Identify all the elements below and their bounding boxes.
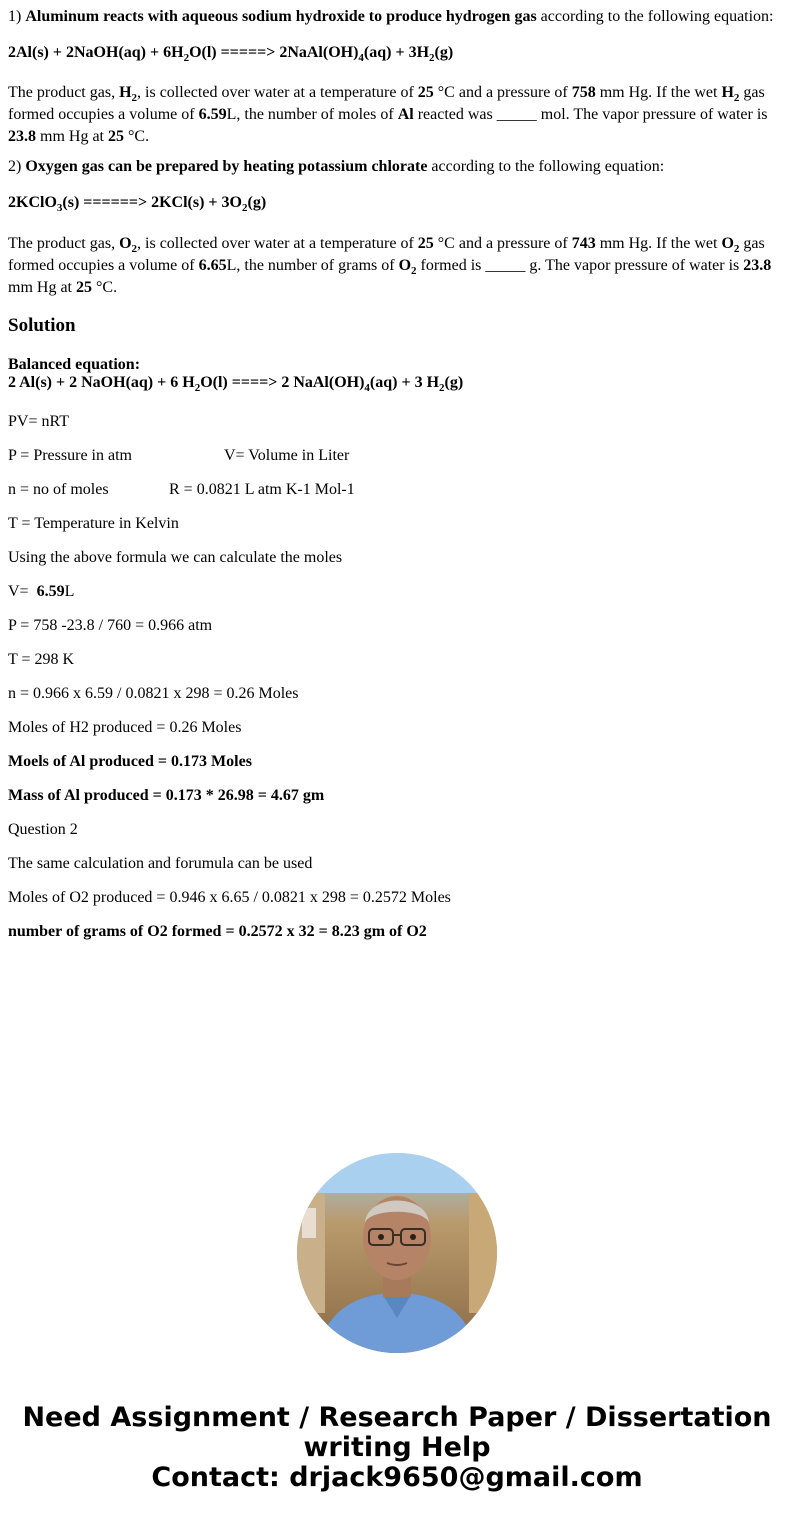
q1-equation: 2Al(s) + 2NaOH(aq) + $6H_2O(l)$ =====> $2NaAl(OH)_4(aq) + 3H_2(g)$ [8,44,454,64]
o2-moles-line: Moles of O2 produced = 0.946 x 6.65 / 0.0821 x 298 = 0.2572 Moles [8,889,451,906]
q2-intro-rest: according to the following equation: [431,158,665,175]
q1-intro-bold: Aluminum reacts with aqueous sodium hydroxide to produce hydrogen gas [25,8,537,25]
footer-line-2: writing Help [303,1432,491,1463]
balanced-label: Balanced equation: [8,356,141,373]
author-photo [297,1153,497,1353]
q2-number: 2) [8,158,22,175]
q1-number: 1) [8,8,22,25]
al-moles-line: Moels of Al produced = 0.173 Moles [8,753,252,770]
ideal-gas-formula: PV= nRT [8,413,69,430]
footer-advert [0,1403,794,1493]
n-r-definitions: n = no of moles R = 0.0821 L atm K-1 Mol-1 [8,481,355,498]
solution-heading: Solution [8,315,76,336]
footer-contact: Contact: drjack9650@gmail.com [151,1462,643,1493]
portrait-image [297,1153,497,1353]
p-v-definitions: P = Pressure in atm V= Volume in Liter [8,447,350,464]
q2-intro [8,156,664,178]
q2-problem-text: The product gas, $O_2$, is collected over water at a temperature of 25 °C and a pressure of 743 mm Hg. If the wet $O_2$ gas formed occupies a volume of 6.65L, the number of grams of $O_2$ formed is _____ g. The vapor pressure of water is 23.8 mm Hg at 25 °C. [8,235,772,296]
pressure-line: P = 758 -23.8 / 760 = 0.966 atm [8,617,213,634]
q2-equation: 2KClO$_3$(s) ======> $2KCl(s) + 3O_2(g)$ [8,194,267,214]
q2-intro-bold: Oxygen gas can be prepared by heating potassium chlorate [25,158,428,175]
footer-line-1: Need Assignment / Research Paper / Dissertation [22,1402,772,1433]
q1-problem-text: The product gas, $H_2$, is collected over water at a temperature of 25 °C and a pressure of 758 mm Hg. If the wet $H_2$ gas formed occupies a volume of 6.59L, the number of moles of Al reacted was _____ mol. The vapor pressure of water is 23.8 mm Hg at 25 °C. [8,84,768,145]
t-definition: T = Temperature in Kelvin [8,515,179,532]
q1-intro [8,6,774,28]
question-2-label: Question 2 [8,821,78,838]
using-formula-text: Using the above formula we can calculate the moles [8,549,343,566]
q1-intro-rest: according to the following equation: [540,8,774,25]
volume-line: V= 6.59L [8,583,75,600]
solution-equation: 2 Al(s) + 2 NaOH(aq) + 6 $H_2O(l)$ ====> 2 $NaAl(OH)_4(aq) + 3$ $H_2(g)$ [8,374,464,394]
h2-moles-line: Moles of H2 produced = 0.26 Moles [8,719,242,736]
al-mass-line: Mass of Al produced = 0.173 * 26.98 = 4.67 gm [8,787,325,804]
same-calc-text: The same calculation and forumula can be used [8,855,313,872]
temperature-line: T = 298 K [8,651,75,668]
o2-grams-line: number of grams of O2 formed = 0.2572 x 32 = 8.23 gm of O2 [8,923,427,940]
moles-calculation: n = 0.966 x 6.59 / 0.0821 x 298 = 0.26 Moles [8,685,299,702]
